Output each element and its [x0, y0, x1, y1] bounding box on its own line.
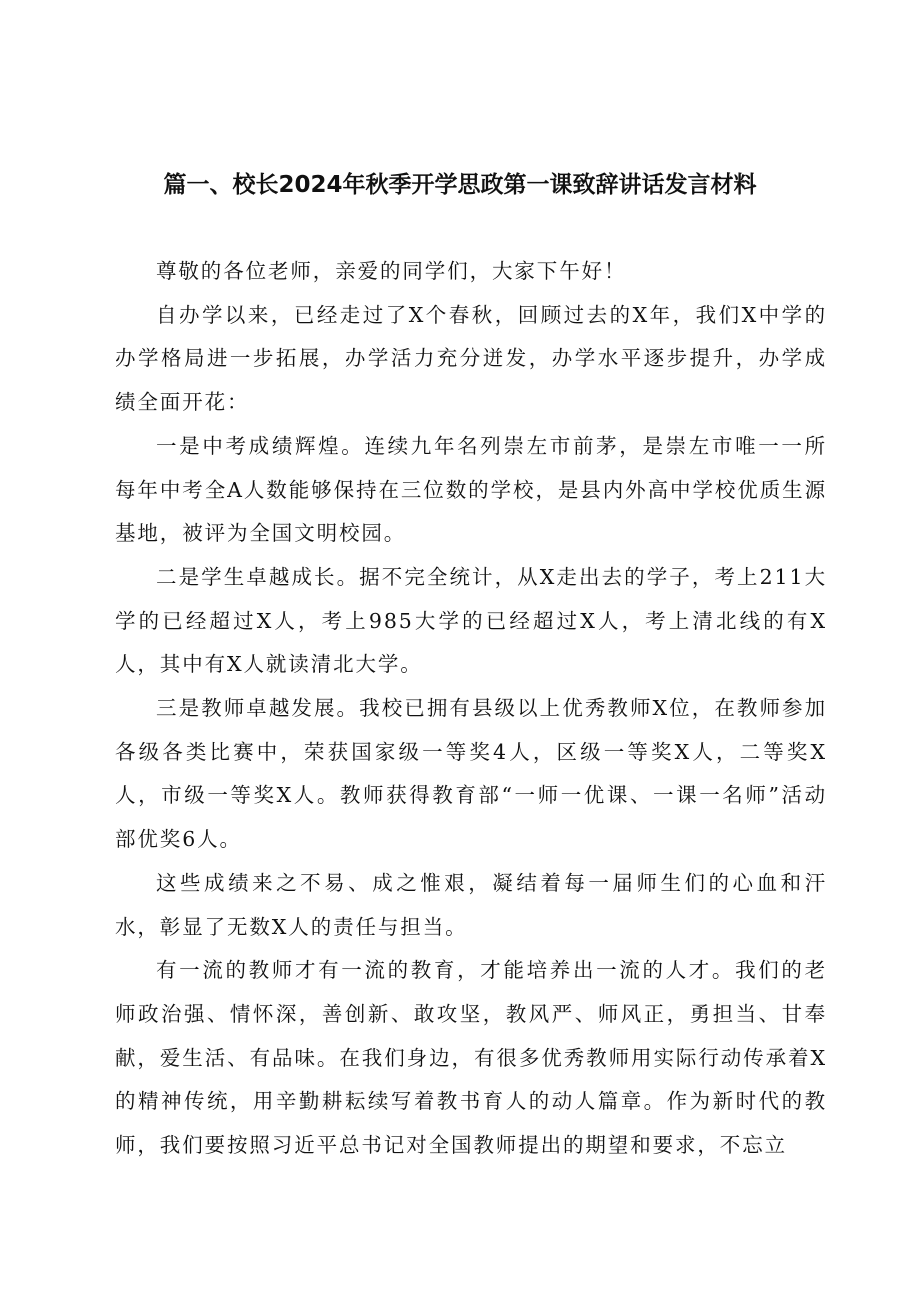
paragraph-teachers: 有一流的教师才有一流的教育，才能培养出一流的人才。我们的老师政治强、情怀深，善创新、敢攻坚，教风严、师风正，勇担当、甘奉献，爱生活、有品味。在我们身边，有很多优秀教师用实际行动传承着X的精神传统，用辛勤耕耘续写着教书育人的动人篇章。作为新时代的教师，我们要按照习近平总书记对全国教师提出的期望和要求，不忘立: [115, 958, 827, 1158]
paragraph-student-growth: 二是学生卓越成长。据不完全统计，从X走出去的学子，考上211大学的已经超过X人，考上985大学的已经超过X人，考上清北线的有X人，其中有X人就读清北大学。: [115, 564, 827, 677]
paragraph-achievements-summary: 这些成绩来之不易、成之惟艰，凝结着每一届师生们的心血和汗水，彰显了无数X人的责任与担当。: [115, 870, 827, 939]
paragraph-intro: 自办学以来，已经走过了X个春秋，回顾过去的X年，我们X中学的办学格局进一步拓展，办学活力充分迸发，办学水平逐步提升，办学成绩全面开花：: [115, 302, 827, 415]
paragraph-exam-results: 一是中考成绩辉煌。连续九年名列崇左市前茅，是崇左市唯一一所每年中考全A人数能够保持在三位数的学校，是县内外高中学校优质生源基地，被评为全国文明校园。: [115, 433, 827, 546]
paragraph-greeting: 尊敬的各位老师，亲爱的同学们，大家下午好！: [156, 259, 627, 283]
paragraph-teacher-development: 三是教师卓越发展。我校已拥有县级以上优秀教师X位，在教师参加各级各类比赛中，荣获国家级一等奖4人，区级一等奖X人，二等奖X人，市级一等奖X人。教师获得教育部“一师一优课、一课一名师”活动部优奖6人。: [115, 696, 827, 852]
document-title: 篇一、校长2024年秋季开学思政第一课致辞讲话发言材料: [163, 172, 757, 198]
document-body: [115, 250, 827, 1168]
